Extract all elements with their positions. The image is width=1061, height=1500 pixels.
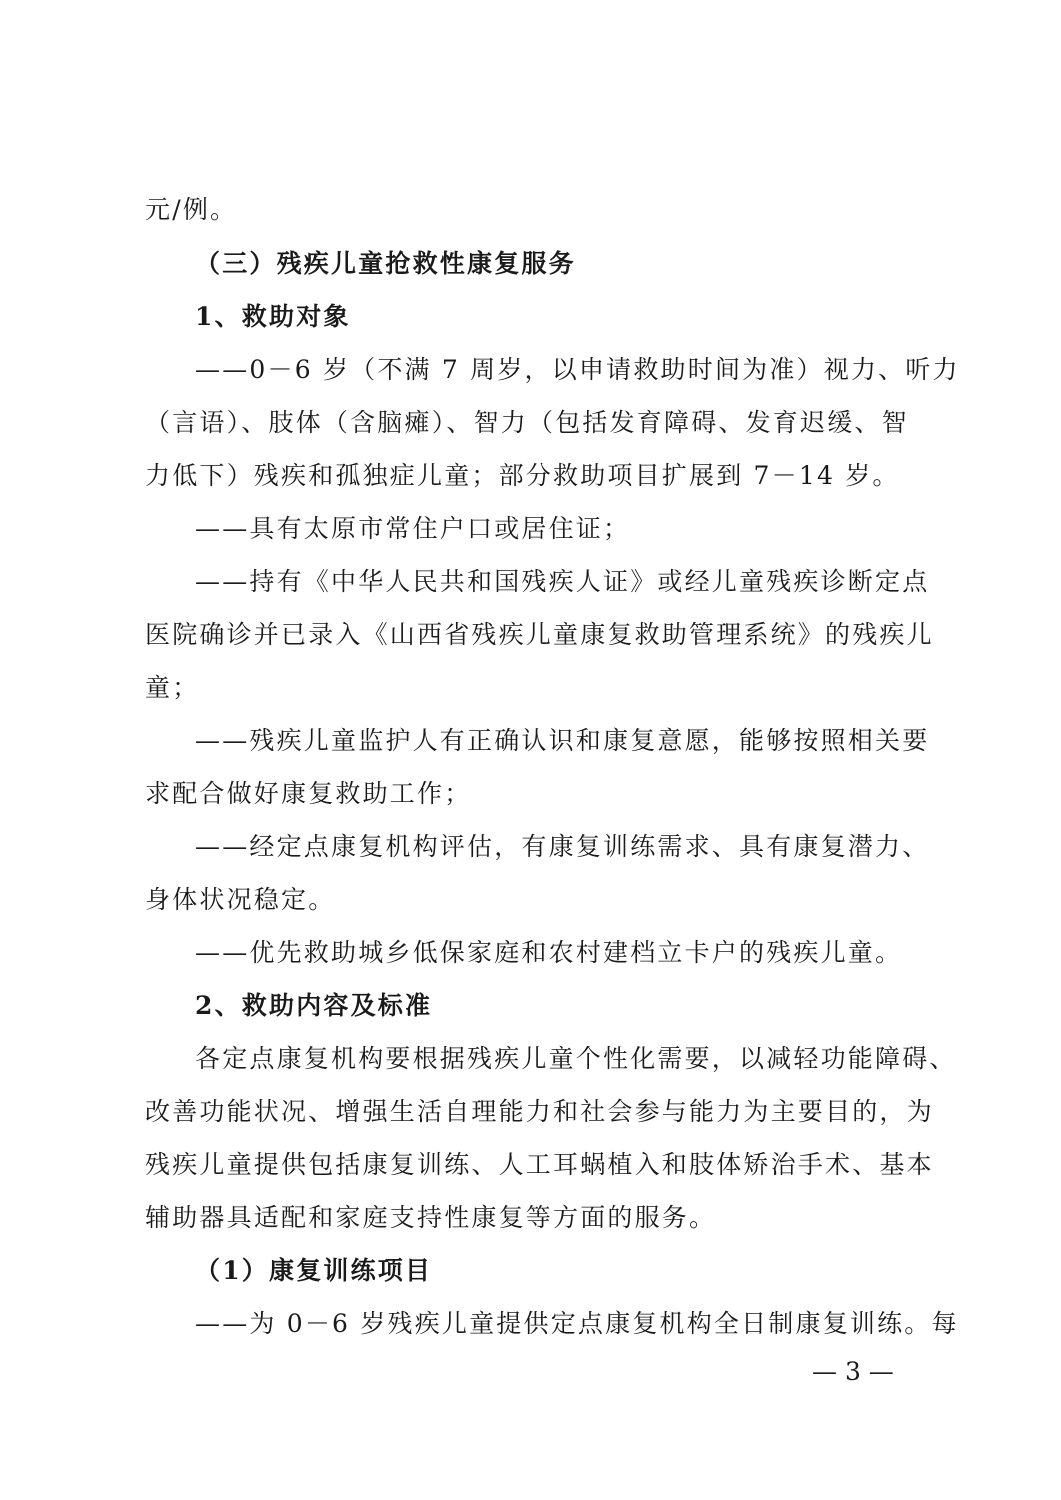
paragraph-line: （言语）、肢体（含脑瘫）、智力（包括发育障碍、发育迟缓、智 (145, 408, 909, 437)
paragraph-line: ——具有太原市常住户口或居住证； (195, 514, 631, 543)
paragraph-line: 力低下）残疾和孤独症儿童；部分救助项目扩展到 7－14 岁。 (145, 461, 900, 490)
paragraph-line: 辅助器具适配和家庭支持性康复等方面的服务。 (145, 1203, 717, 1232)
section-heading: （三）残疾儿童抢救性康复服务 (195, 249, 576, 278)
paragraph-line: ——经定点康复机构评估，有康复训练需求、具有康复潜力、 (195, 832, 930, 861)
subsection-heading: 2、救助内容及标准 (195, 991, 433, 1020)
paragraph-line: ——优先救助城乡低保家庭和农村建档立卡户的残疾儿童。 (195, 938, 903, 967)
paragraph-line: ——为 0－6 岁残疾儿童提供定点康复机构全日制康复训练。每 (195, 1309, 959, 1338)
paragraph-line: 童； (145, 673, 200, 702)
paragraph-line: 残疾儿童提供包括康复训练、人工耳蜗植入和肢体矫治手术、基本 (145, 1150, 934, 1179)
paragraph-line: ——持有《中华人民共和国残疾人证》或经儿童残疾诊断定点 (195, 567, 930, 596)
paragraph-line: 身体状况稳定。 (145, 885, 336, 914)
paragraph-line: 各定点康复机构要根据残疾儿童个性化需要，以减轻功能障碍、 (195, 1044, 957, 1073)
paragraph-line: 改善功能状况、增强生活自理能力和社会参与能力为主要目的，为 (145, 1097, 934, 1126)
paragraph-line: 元/例。 (145, 195, 238, 224)
paragraph-line: 求配合做好康复救助工作； (145, 779, 472, 808)
paragraph-line: ——残疾儿童监护人有正确认识和康复意愿，能够按照相关要 (195, 726, 930, 755)
subsection-heading: 1、救助对象 (195, 302, 351, 331)
page-number: — 3 — (812, 1357, 894, 1386)
subsection-heading: （1）康复训练项目 (195, 1256, 433, 1285)
paragraph-line: ——0－6 岁（不满 7 周岁，以申请救助时间为准）视力、听力 (195, 355, 960, 384)
paragraph-line: 医院确诊并已录入《山西省残疾儿童康复救助管理系统》的残疾儿 (145, 620, 934, 649)
